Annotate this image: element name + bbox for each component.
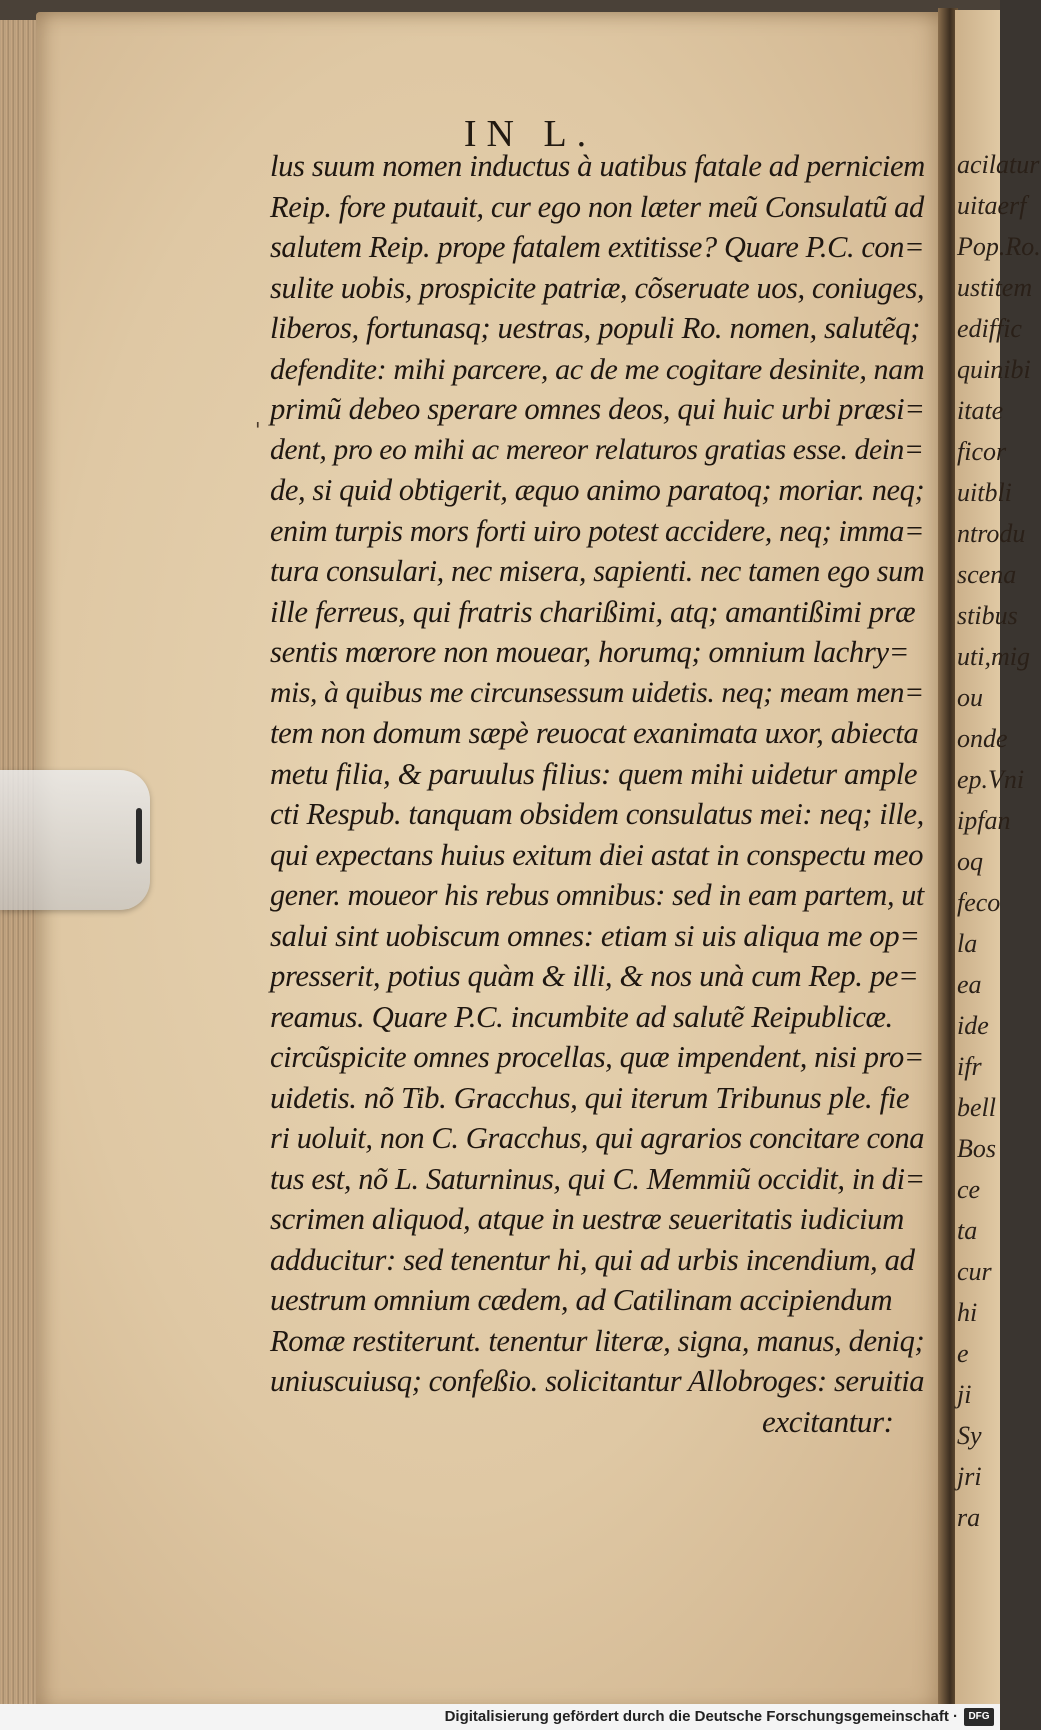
adjacent-page-fragment: acilatur bbox=[957, 150, 1040, 179]
adjacent-page-fragment: onde bbox=[957, 724, 1008, 753]
text-line: liberos, fortunasq; uestras, populi Ro. nomen, salutẽq; bbox=[270, 311, 920, 345]
text-line: dent, pro eo mihi ac mereor relaturos gratias esse. dein= bbox=[270, 433, 924, 466]
dfg-logo: DFG bbox=[964, 1708, 994, 1726]
text-line: tus est, nõ L. Saturninus, qui C. Memmiũ occidit, in di= bbox=[270, 1161, 925, 1196]
adjacent-page-fragment: stibus bbox=[957, 601, 1018, 630]
adjacent-page-fragment: e bbox=[957, 1339, 969, 1368]
text-line: enim turpis mors forti uiro potest accidere, neq; imma= bbox=[270, 513, 925, 548]
text-line: uidetis. nõ Tib. Gracchus, qui iterum Tribunus ple. fie bbox=[270, 1080, 910, 1115]
adjacent-page-fragment: ea bbox=[957, 970, 982, 999]
footer-bar bbox=[0, 1704, 1000, 1730]
adjacent-page-fragment: feco bbox=[957, 888, 1001, 917]
text-line: reamus. Quare P.C. incumbite ad salutẽ Reipublicæ. bbox=[270, 999, 893, 1034]
text-line: cti Respub. tanquam obsidem consulatus mei: neq; ille, bbox=[270, 797, 924, 831]
adjacent-page-fragment: scena bbox=[957, 560, 1017, 589]
text-line: uestrum omnium cædem, ad Catilinam accipiendum bbox=[270, 1283, 893, 1317]
adjacent-page-fragment: ep.Vni bbox=[957, 765, 1025, 794]
adjacent-page-fragment: ifr bbox=[957, 1052, 982, 1081]
text-line: Romæ restiterunt. tenentur literæ, signa, manus, deniq; bbox=[270, 1323, 925, 1358]
text-line: ille ferreus, qui fratris charißimi, atq; amantißimi præ bbox=[270, 594, 916, 629]
text-line: sentis mœrore non mouear, horumq; omnium lachry= bbox=[270, 635, 910, 669]
adjacent-page-fragment: uitaerf bbox=[957, 191, 1027, 220]
adjacent-page-fragment: oq bbox=[957, 847, 983, 876]
text-line: scrimen aliquod, atque in uestræ seueritatis iudicium bbox=[270, 1202, 904, 1236]
text-line: defendite: mihi parcere, ac de me cogitare desinite, nam bbox=[270, 351, 925, 386]
text-line: de, si quid obtigerit, æquo animo paratoq; moriar. neq; bbox=[270, 473, 925, 507]
text-line: primũ debeo sperare omnes deos, qui huic urbi præsi= bbox=[270, 392, 925, 426]
text-line: tura consulari, nec misera, sapienti. nec tamen ego sum bbox=[270, 554, 925, 588]
adjacent-page-fragment: ji bbox=[957, 1380, 972, 1409]
text-line: ri uoluit, non C. Gracchus, qui agrarios concitare cona bbox=[270, 1121, 925, 1155]
adjacent-page-fragment: ce bbox=[957, 1175, 981, 1204]
clip-shadow-mark bbox=[136, 808, 142, 864]
adjacent-page-fragment: hi bbox=[957, 1298, 978, 1327]
text-line: salutem Reip. prope fatalem extitisse? Quare P.C. con= bbox=[270, 230, 925, 264]
text-line: lus suum nomen inductus à uatibus fatale ad perniciem bbox=[270, 149, 925, 183]
adjacent-page-fragment: ou bbox=[957, 683, 983, 712]
adjacent-page-fragment: uitbli bbox=[957, 478, 1012, 507]
adjacent-page-fragment: ipfan bbox=[957, 806, 1011, 835]
adjacent-page-fragment: ficor bbox=[957, 437, 1007, 466]
adjacent-page-edge bbox=[955, 10, 1041, 1715]
stray-mark: ' bbox=[255, 418, 261, 442]
text-line: tem non domum sæpè reuocat exanimata uxor, abiecta bbox=[270, 716, 919, 750]
page-clip bbox=[0, 770, 150, 910]
text-line: uniuscuiusq; confeßio. solicitantur Allobroges: seruitia bbox=[270, 1364, 925, 1398]
body-text bbox=[270, 146, 930, 1442]
text-line: mis, à quibus me circunsessum uidetis. neq; meam men= bbox=[270, 676, 924, 709]
adjacent-page-fragment: ediffic bbox=[957, 314, 1022, 343]
text-line: Reip. fore putauit, cur ego non læter meũ Consulatũ ad bbox=[270, 189, 924, 224]
adjacent-page-fragment: ta bbox=[957, 1216, 978, 1245]
footer-credit: Digitalisierung gefördert durch die Deutsche Forschungsgemeinschaft · bbox=[444, 1708, 958, 1725]
running-head: IN L. bbox=[463, 113, 597, 155]
adjacent-page-fragment: jri bbox=[957, 1462, 982, 1491]
adjacent-page-fragment: Sy bbox=[957, 1421, 982, 1450]
adjacent-page-fragment: ra bbox=[957, 1503, 981, 1532]
catchword: excitantur: bbox=[762, 1403, 894, 1439]
text-line: gener. moueor his rebus omnibus: sed in eam partem, ut bbox=[270, 878, 924, 912]
adjacent-page-fragment: cur bbox=[957, 1257, 992, 1286]
adjacent-page-fragment: ide bbox=[957, 1011, 989, 1040]
text-line: circũspicite omnes procellas, quæ impendent, nisi pro= bbox=[270, 1040, 924, 1074]
adjacent-page-fragment: bell bbox=[957, 1093, 996, 1122]
adjacent-page-fragment: ustitem bbox=[957, 273, 1033, 302]
text-line: presserit, potius quàm & illi, & nos unà cum Rep. pe= bbox=[270, 959, 919, 993]
adjacent-page-fragment: Pop.Ro. bbox=[957, 232, 1041, 261]
text-line: qui expectans huius exitum diei astat in conspectu meo bbox=[270, 837, 924, 872]
adjacent-page-fragment: la bbox=[957, 929, 978, 958]
adjacent-page-fragment: uti,mig bbox=[957, 642, 1030, 671]
adjacent-page-fragment: Bos bbox=[957, 1134, 996, 1163]
text-line: sulite uobis, prospicite patriæ, cõseruate uos, coniuges, bbox=[270, 270, 925, 305]
adjacent-page-fragment: ntrodu bbox=[957, 519, 1026, 548]
text-line: adducitur: sed tenentur hi, qui ad urbis incendium, ad bbox=[270, 1242, 915, 1277]
text-line: salui sint uobiscum omnes: etiam si uis aliqua me op= bbox=[270, 918, 920, 953]
text-line: metu filia, & paruulus filius: quem mihi uidetur ample bbox=[270, 756, 918, 791]
adjacent-page-fragment: itate bbox=[957, 396, 1004, 425]
adjacent-page-fragment: quinibi bbox=[957, 355, 1031, 384]
